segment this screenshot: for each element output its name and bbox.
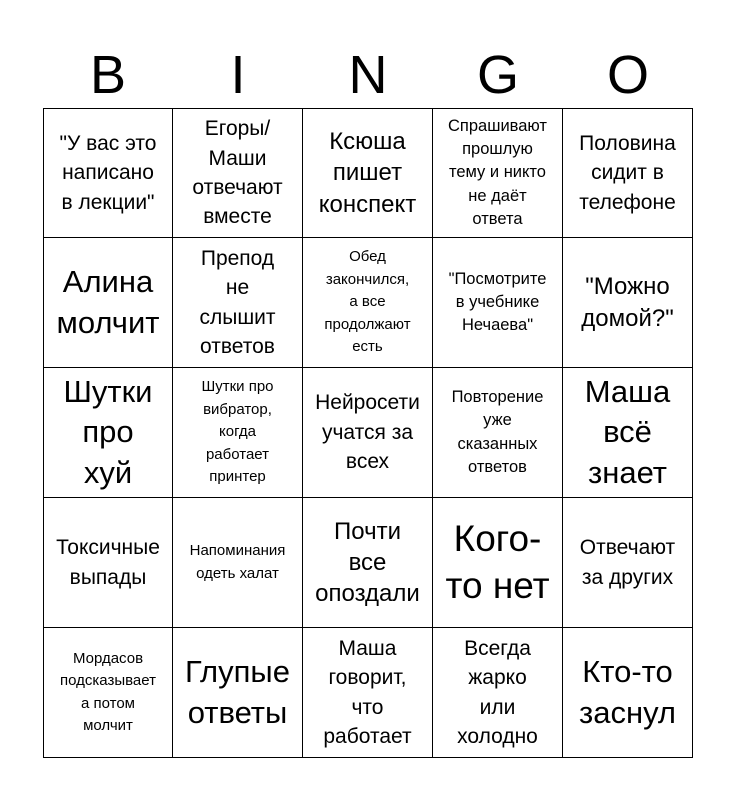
header-letter-n: N (348, 45, 388, 105)
cell-text: Шутки про вибратор, когда работает принтер (201, 378, 274, 486)
cell-text: Маша всё знает (584, 374, 671, 490)
bingo-cell[interactable] (43, 238, 173, 368)
bingo-cell[interactable] (563, 108, 693, 238)
cell-text: "Можно домой?" (581, 273, 674, 332)
bingo-cell[interactable] (303, 368, 433, 498)
bingo-cell[interactable] (43, 368, 173, 498)
bingo-cell[interactable] (173, 238, 303, 368)
cell-text: Кто-то заснул (579, 654, 676, 730)
cell-text: Маша говорит, что работает (323, 636, 412, 748)
cell-text: Почти все опоздали (315, 517, 420, 608)
cell-text: Токсичные выпады (56, 536, 160, 589)
cell-text: Отвечают за других (579, 536, 676, 589)
cell-text: Препод не слышит ответов (199, 246, 276, 358)
bingo-cell[interactable] (563, 238, 693, 368)
header-letter-o: O (606, 45, 649, 105)
bingo-cell[interactable] (563, 368, 693, 498)
bingo-cell[interactable] (43, 108, 173, 238)
bingo-cell[interactable] (433, 498, 563, 628)
cell-text: Кого- то нет (445, 518, 550, 606)
cell-text: Повторение уже сказанных ответов (451, 388, 544, 476)
bingo-cell[interactable] (563, 498, 693, 628)
bingo-cell[interactable] (43, 628, 173, 758)
bingo-header (43, 42, 693, 108)
cell-text: Мордасов подсказывает а потом молчит (60, 649, 156, 734)
cell-text: Спрашивают прошлую тему и никто не даёт ответа (448, 117, 547, 228)
cell-text: Напоминания одеть халат (189, 542, 286, 582)
bingo-cell[interactable] (43, 498, 173, 628)
cell-text: Егоры/ Маши отвечают вместе (192, 117, 283, 229)
header-letter-b: B (89, 45, 127, 105)
cell-text: Шутки про хуй (63, 374, 153, 490)
header-letter-i: I (230, 45, 246, 105)
bingo-cell[interactable] (173, 498, 303, 628)
cell-text: Половина сидит в телефоне (579, 131, 676, 214)
bingo-cell[interactable] (173, 368, 303, 498)
cell-text: Всегда жарко или холодно (457, 636, 538, 748)
bingo-cell[interactable] (303, 108, 433, 238)
bingo-cell[interactable] (173, 108, 303, 238)
bingo-cell[interactable] (433, 628, 563, 758)
bingo-cell[interactable] (433, 108, 563, 238)
bingo-grid (43, 108, 693, 758)
cell-text: Алина молчит (56, 264, 160, 340)
bingo-cell[interactable] (563, 628, 693, 758)
header-letter-g: G (476, 45, 519, 105)
bingo-cell[interactable] (303, 628, 433, 758)
cell-text: "У вас это написано в лекции" (59, 131, 157, 214)
cell-text: Нейросети учатся за всех (315, 391, 420, 474)
bingo-cell[interactable] (173, 628, 303, 758)
bingo-cell[interactable] (303, 498, 433, 628)
cell-text: Обед закончился, а все продолжают есть (324, 248, 411, 356)
cell-text: "Посмотрите в учебнике Нечаева" (448, 269, 547, 335)
bingo-cell[interactable] (433, 368, 563, 498)
bingo-cell[interactable] (303, 238, 433, 368)
cell-text: Ксюша пишет конспект (318, 128, 417, 218)
cell-text: Глупые ответы (185, 654, 290, 730)
bingo-cell[interactable] (433, 238, 563, 368)
